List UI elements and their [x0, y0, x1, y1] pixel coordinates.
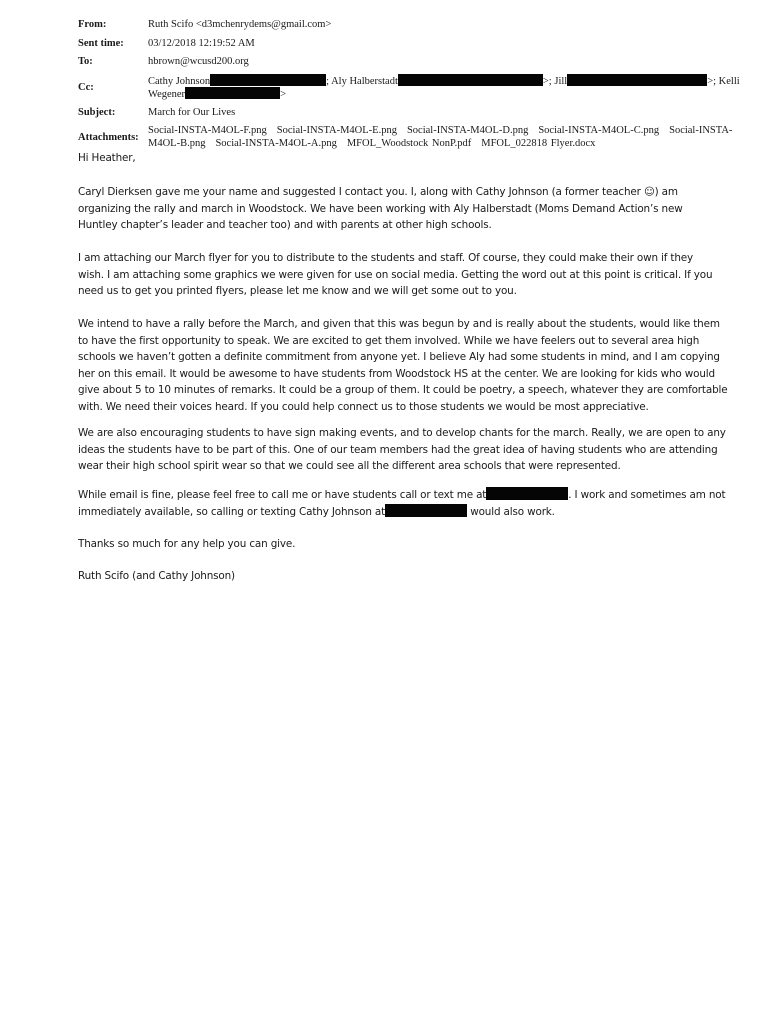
to-label: To: — [78, 56, 93, 67]
redaction-bar — [185, 87, 280, 99]
cc-line-2 — [148, 87, 286, 101]
text-line: her on this email. It would be awesome to have students from Woodstock HS at the center. We are looking for kids who would — [78, 367, 715, 380]
to-value: hbrown@wcusd200.org — [148, 56, 249, 67]
attachment-link[interactable]: Social-INSTA-M4OL-E.png — [276, 125, 397, 136]
text-line: Caryl Dierksen gave me your name and suggested I contact you. I, along with Cathy Johnson (a former teacher ☺) am — [78, 186, 678, 198]
cc-name-1: Cathy Johnson — [148, 76, 211, 87]
cc-row — [78, 74, 768, 100]
text-line: ideas the students have to be part of this. One of our team members had the great idea of having students who are attending — [78, 443, 718, 456]
attachments-line-2 — [148, 137, 605, 150]
attachment-link[interactable]: M4OL-B.png — [148, 138, 206, 149]
sent-time-label: Sent time: — [78, 38, 124, 49]
attachment-link[interactable]: Social-INSTA-M4OL-C.png — [538, 125, 660, 136]
text-line: wear their high school spirit wear so that we could see all the different area schools that were represented. — [78, 460, 621, 472]
text-line: schools we haven’t gotten a definite commitment from anyone yet. I believe Aly had some students in mind, and I am copying — [78, 351, 720, 363]
cc-end: > — [280, 89, 286, 100]
text-line: to have the first opportunity to speak. We are excited to get them involved. While we have feelers out to several area high — [78, 334, 700, 347]
paragraph-1 — [78, 184, 683, 234]
cc-separator-2: >; Jill — [542, 76, 568, 87]
attachments-line-1 — [148, 124, 742, 137]
attachment-link[interactable]: MFOL_022818 Flyer.docx — [481, 138, 596, 149]
attachments-label: Attachments: — [78, 132, 139, 143]
subject-value: March for Our Lives — [148, 107, 236, 118]
signature: Ruth Scifo (and Cathy Johnson) — [78, 570, 235, 582]
text-line: immediately available, so calling or texting Cathy Johnson at would also work. — [78, 505, 555, 518]
attachment-link[interactable]: Social-INSTA- — [669, 125, 733, 136]
attachment-link[interactable]: Social-INSTA-M4OL-D.png — [406, 125, 529, 136]
redaction-bar — [385, 504, 467, 517]
text-line: organizing the rally and march in Woodstock. We have been working with Aly Halberstadt (Moms Demand Action’s new — [78, 202, 683, 215]
paragraph-3 — [78, 316, 728, 415]
cc-line-1 — [148, 74, 740, 88]
redaction-bar — [567, 74, 707, 86]
redaction-bar — [210, 74, 326, 86]
text-line: need us to get you printed flyers, please let me know and we will get some out to you. — [78, 285, 517, 297]
text-line: wish. I am attaching some graphics we were given for use on social media. Getting the word out at this point is critical. If you — [78, 268, 713, 281]
cc-name-4: Wegener — [148, 89, 186, 100]
cc-label: Cc: — [78, 82, 94, 93]
cc-separator-1: ; Aly Halberstadt — [326, 76, 398, 87]
attachment-link[interactable]: Social-INSTA-M4OL-A.png — [215, 138, 337, 149]
cc-separator-3: >; Kelli — [707, 76, 740, 87]
text-line: We intend to have a rally before the March, and given that this was begun by and is really about the students, would like them — [78, 318, 720, 330]
text-line: We are also encouraging students to have sign making events, and to develop chants for the march. Really, we are open to any — [78, 427, 726, 439]
attachments-row — [78, 124, 768, 150]
subject-label: Subject: — [78, 107, 116, 118]
sent-time-value: 03/12/2018 12:19:52 AM — [148, 38, 255, 49]
paragraph-4 — [78, 425, 726, 475]
thanks-line: Thanks so much for any help you can give. — [78, 538, 296, 550]
text-line: give about 5 to 10 minutes of remarks. It could be a group of them. It could be poetry, a speech, whatever they are comfortable — [78, 384, 728, 396]
text-line: with. We need their voices heard. If you could help connect us to those students we would be most appreciative. — [78, 400, 649, 413]
text-line: While email is fine, please feel free to call me or have students call or text me at . I work and sometimes am not — [78, 489, 726, 501]
paragraph-2 — [78, 250, 712, 300]
from-label: From: — [78, 19, 107, 30]
redaction-bar — [486, 487, 568, 500]
paragraph-5 — [78, 487, 725, 520]
text-line: I am attaching our March flyer for you to distribute to the students and staff. Of course, they could make their own if they — [78, 252, 694, 264]
attachment-link[interactable]: Social-INSTA-M4OL-F.png — [148, 125, 267, 136]
text-line: Huntley chapter’s leader and teacher too) and with parents at other high schools. — [78, 219, 492, 231]
redaction-bar — [398, 74, 543, 86]
greeting: Hi Heather, — [78, 152, 136, 164]
attachment-link[interactable]: MFOL_Woodstock NonP.pdf — [346, 138, 472, 149]
from-value: Ruth Scifo <d3mchenrydems@gmail.com> — [148, 19, 332, 30]
